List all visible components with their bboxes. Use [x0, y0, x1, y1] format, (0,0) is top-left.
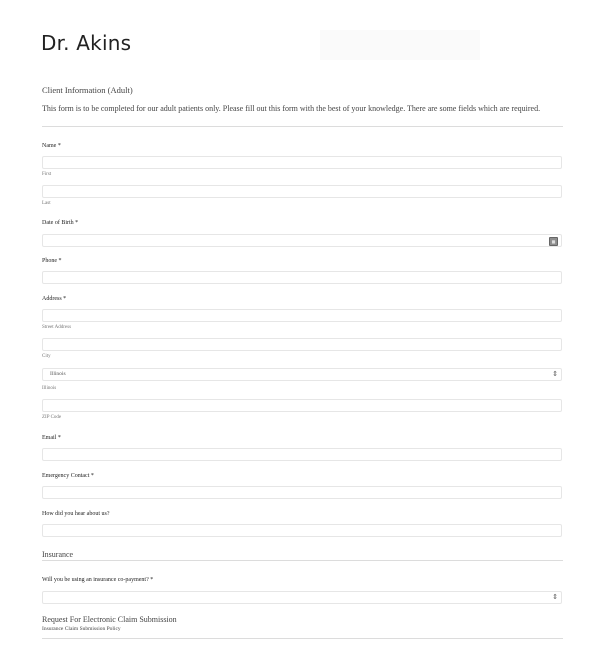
divider	[42, 638, 563, 639]
copay-select[interactable]	[42, 591, 562, 604]
select-caret-icon: ⇕	[552, 594, 558, 601]
form-title: Client Information (Adult)	[42, 85, 133, 95]
calendar-icon[interactable]: ▦	[549, 237, 558, 246]
divider	[42, 560, 563, 561]
last-name-input[interactable]	[42, 185, 562, 198]
state-select[interactable]	[42, 368, 562, 381]
first-name-input[interactable]	[42, 156, 562, 169]
last-sublabel: Last	[42, 201, 51, 206]
city-sublabel: City	[42, 354, 51, 359]
zip-input[interactable]	[42, 399, 562, 412]
name-label: Name *	[42, 143, 61, 149]
referral-label: How did you hear about us?	[42, 511, 110, 517]
phone-input[interactable]	[42, 271, 562, 284]
zip-sublabel: ZIP Code	[42, 415, 62, 420]
city-input[interactable]	[42, 338, 562, 351]
referral-input[interactable]	[42, 524, 562, 537]
first-sublabel: First	[42, 172, 52, 177]
street-sublabel: Street Address	[42, 325, 72, 330]
divider	[42, 126, 563, 127]
emergency-contact-label: Emergency Contact *	[42, 473, 94, 479]
email-label: Email *	[42, 435, 61, 441]
background-ghost	[320, 30, 480, 60]
policy-label: Insurance Claim Submission Policy	[42, 626, 121, 632]
street-address-input[interactable]	[42, 309, 562, 322]
state-select-value: Illinois	[50, 371, 66, 377]
phone-label: Phone *	[42, 258, 62, 264]
copay-label: Will you be using an insurance co-payment? *	[42, 577, 154, 583]
email-input[interactable]	[42, 448, 562, 461]
insurance-heading: Insurance	[42, 550, 74, 559]
state-sublabel: Illinois	[42, 386, 57, 391]
site-brand[interactable]: Dr. Akins	[41, 31, 132, 55]
emergency-contact-input[interactable]	[42, 486, 562, 499]
address-label: Address *	[42, 296, 67, 302]
select-caret-icon: ⇕	[552, 371, 558, 378]
claim-heading: Request For Electronic Claim Submission	[42, 615, 177, 624]
form-intro: This form is to be completed for our adult patients only. Please fill out this form with the best of your knowledge. There are some fields which are required.	[42, 104, 541, 113]
dob-label: Date of Birth *	[42, 220, 79, 226]
dob-input[interactable]	[42, 234, 562, 247]
